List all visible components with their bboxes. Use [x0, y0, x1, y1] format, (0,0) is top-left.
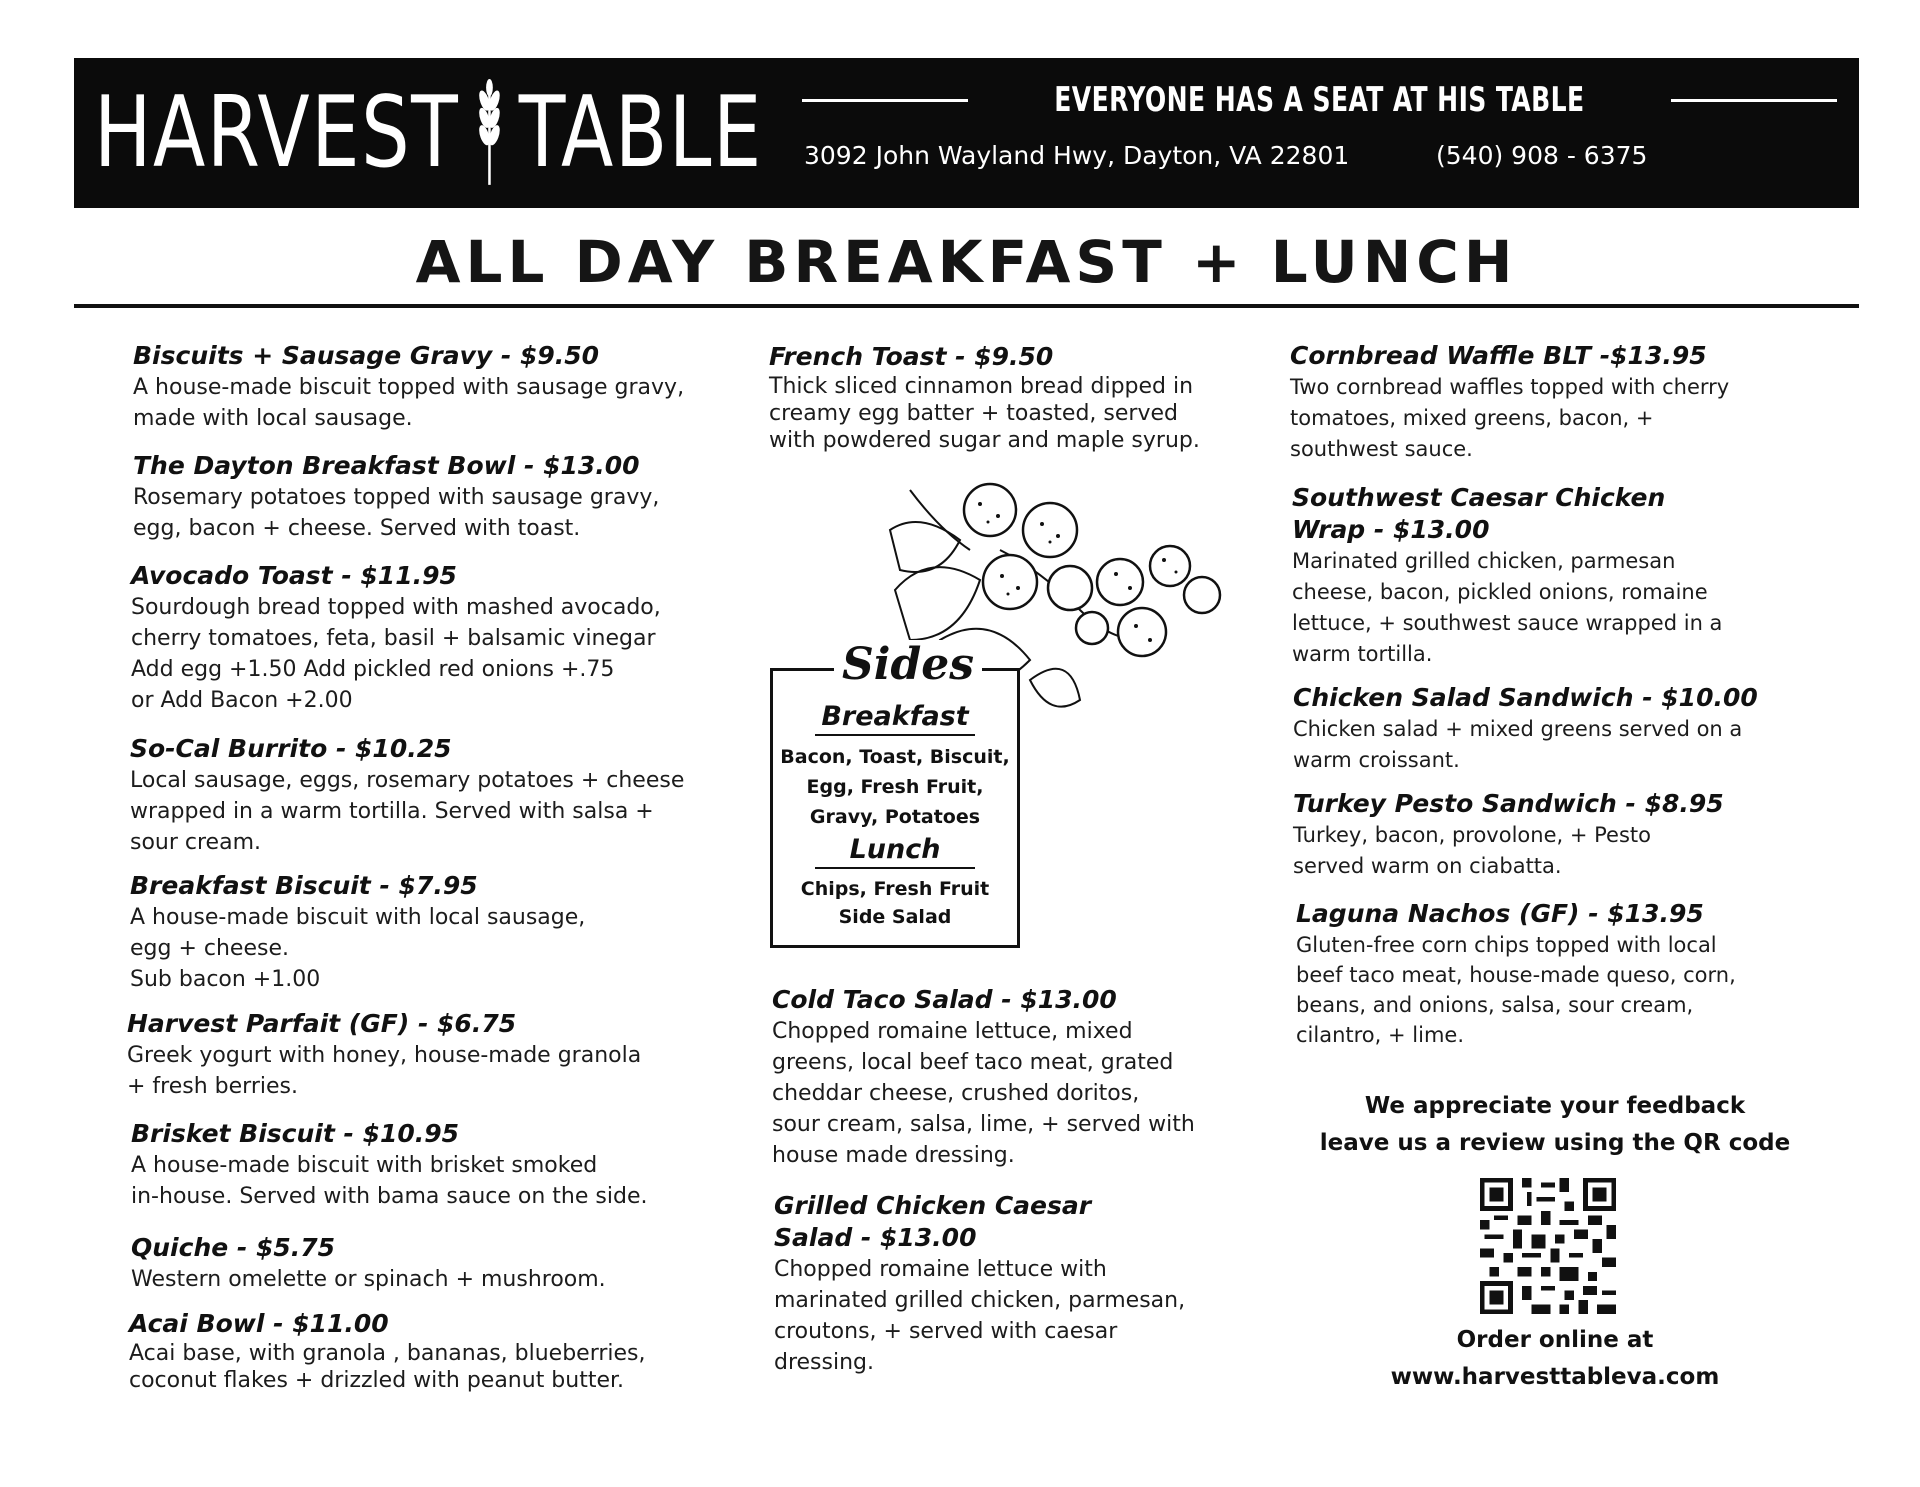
title-divider: [74, 304, 1859, 308]
item-name: Harvest Parfait (GF) - $6.75: [127, 1009, 517, 1038]
feedback-message: [1290, 1088, 1820, 1162]
tagline: EVERYONE HAS A SEAT AT HIS TABLE: [1054, 80, 1585, 120]
menu-item-brisket-biscuit: [131, 1118, 647, 1212]
menu-item-biscuits-gravy: [133, 340, 684, 434]
item-name: So-Cal Burrito - $10.25: [130, 734, 452, 763]
logo-text-left: HARVEST: [94, 76, 460, 190]
item-description: Gluten-free corn chips topped with local beef taco meat, house-made queso, corn, beans, and onions, salsa, sour cream, cilantro, + lime.: [1296, 933, 1736, 1047]
header-bar: [74, 58, 1859, 208]
menu-item-socal-burrito: [130, 733, 684, 858]
item-description: A house-made biscuit with local sausage, egg + cheese. Sub bacon +1.00: [130, 905, 586, 992]
item-description: Acai base, with granola , bananas, blueberries, coconut flakes + drizzled with peanut butter.: [129, 1341, 646, 1393]
item-description: A house-made biscuit topped with sausage gravy, made with local sausage.: [133, 375, 685, 431]
feedback-line-2: leave us a review using the QR code: [1319, 1130, 1791, 1156]
menu-item-breakfast-biscuit: [130, 870, 585, 995]
item-description: Greek yogurt with honey, house-made granola + fresh berries.: [127, 1043, 642, 1099]
order-line-1: Order online at: [1456, 1327, 1654, 1353]
menu-item-avocado-toast: [131, 560, 661, 716]
sides-label: Sides: [834, 640, 982, 690]
item-description: Thick sliced cinnamon bread dipped in creamy egg batter + toasted, served with powdered sugar and maple syrup.: [769, 374, 1200, 453]
item-description: Chicken salad + mixed greens served on a warm croissant.: [1293, 717, 1743, 772]
item-name: French Toast - $9.50: [769, 342, 1054, 371]
item-name: Chicken Salad Sandwich - $10.00: [1293, 683, 1758, 712]
item-description: A house-made biscuit with brisket smoked in-house. Served with bama sauce on the side.: [131, 1153, 648, 1209]
item-name: Avocado Toast - $11.95: [131, 561, 457, 590]
item-description: Marinated grilled chicken, parmesan cheese, bacon, pickled onions, romaine lettuce, + southwest sauce wrapped in a warm tortilla.: [1292, 549, 1723, 666]
menu-item-laguna-nachos: [1296, 898, 1736, 1050]
qr-code[interactable]: [1480, 1178, 1616, 1314]
menu-item-chicken-salad-sandwich: [1293, 682, 1758, 776]
item-name: Cold Taco Salad - $13.00: [772, 985, 1117, 1014]
website-link[interactable]: www.harvesttableva.com: [1390, 1364, 1720, 1390]
menu-item-grilled-chicken-caesar: [774, 1190, 1185, 1378]
item-name: Turkey Pesto Sandwich - $8.95: [1293, 789, 1724, 818]
menu-item-acai-bowl: [129, 1308, 646, 1394]
item-name: Biscuits + Sausage Gravy - $9.50: [133, 341, 600, 370]
tagline-row: [802, 80, 1837, 120]
menu-item-harvest-parfait: [127, 1008, 641, 1102]
tagline-rule-right: [1671, 99, 1837, 102]
item-name: Southwest Caesar Chicken Wrap - $13.00: [1292, 483, 1666, 544]
item-description: Sourdough bread topped with mashed avocado, cherry tomatoes, feta, basil + balsamic vinegar Add egg +1.50 Add pickled red onions +.75 or Add Bacon +2.00: [131, 595, 661, 713]
sides-lunch-list: Chips, Fresh Fruit Side Salad: [800, 878, 990, 928]
item-name: The Dayton Breakfast Bowl - $13.00: [133, 451, 640, 480]
menu-item-dayton-bowl: [133, 450, 659, 544]
order-online: [1290, 1322, 1820, 1396]
logo-text-right: TABLE: [518, 76, 763, 190]
menu-item-cornbread-waffle-blt: [1290, 340, 1729, 465]
tagline-rule-left: [802, 99, 968, 102]
logo: [94, 76, 763, 190]
phone-number: (540) 908 - 6375: [1436, 141, 1648, 170]
address: 3092 John Wayland Hwy, Dayton, VA 22801: [804, 141, 1350, 170]
menu-item-southwest-caesar-wrap: [1292, 482, 1722, 670]
item-name: Cornbread Waffle BLT -$13.95: [1290, 341, 1707, 370]
menu-title: ALL DAY BREAKFAST + LUNCH: [415, 228, 1518, 296]
item-description: Rosemary potatoes topped with sausage gravy, egg, bacon + cheese. Served with toast.: [133, 485, 660, 541]
item-description: Turkey, bacon, provolone, + Pesto served warm on ciabatta.: [1293, 823, 1651, 878]
sides-breakfast-heading: Breakfast: [815, 701, 975, 736]
sides-lunch-heading: Lunch: [815, 834, 975, 869]
item-description: Western omelette or spinach + mushroom.: [131, 1267, 606, 1292]
menu-item-cold-taco-salad: [772, 984, 1195, 1171]
menu-item-turkey-pesto-sandwich: [1293, 788, 1724, 882]
item-name: Breakfast Biscuit - $7.95: [130, 871, 478, 900]
item-name: Grilled Chicken Caesar Salad - $13.00: [774, 1191, 1092, 1252]
sides-breakfast-list: Bacon, Toast, Biscuit, Egg, Fresh Fruit, Gravy, Potatoes: [780, 746, 1010, 828]
item-name: Acai Bowl - $11.00: [129, 1309, 389, 1338]
feedback-line-1: We appreciate your feedback: [1364, 1093, 1746, 1119]
item-name: Quiche - $5.75: [131, 1233, 336, 1262]
item-name: Laguna Nachos (GF) - $13.95: [1296, 899, 1704, 928]
item-description: Local sausage, eggs, rosemary potatoes + cheese wrapped in a warm tortilla. Served with salsa + sour cream.: [130, 768, 685, 855]
menu-item-quiche: [131, 1232, 606, 1295]
item-name: Brisket Biscuit - $10.95: [131, 1119, 460, 1148]
item-description: Chopped romaine lettuce with marinated grilled chicken, parmesan, croutons, + served with caesar dressing.: [774, 1257, 1186, 1375]
sides-box: [770, 668, 1020, 948]
menu-item-french-toast: [769, 341, 1200, 454]
item-description: Two cornbread waffles topped with cherry tomatoes, mixed greens, bacon, + southwest sauce.: [1290, 375, 1730, 461]
item-description: Chopped romaine lettuce, mixed greens, local beef taco meat, grated cheddar cheese, crushed doritos, sour cream, salsa, lime, + served with house made dressing.: [772, 1019, 1195, 1168]
wheat-icon: [464, 79, 514, 187]
